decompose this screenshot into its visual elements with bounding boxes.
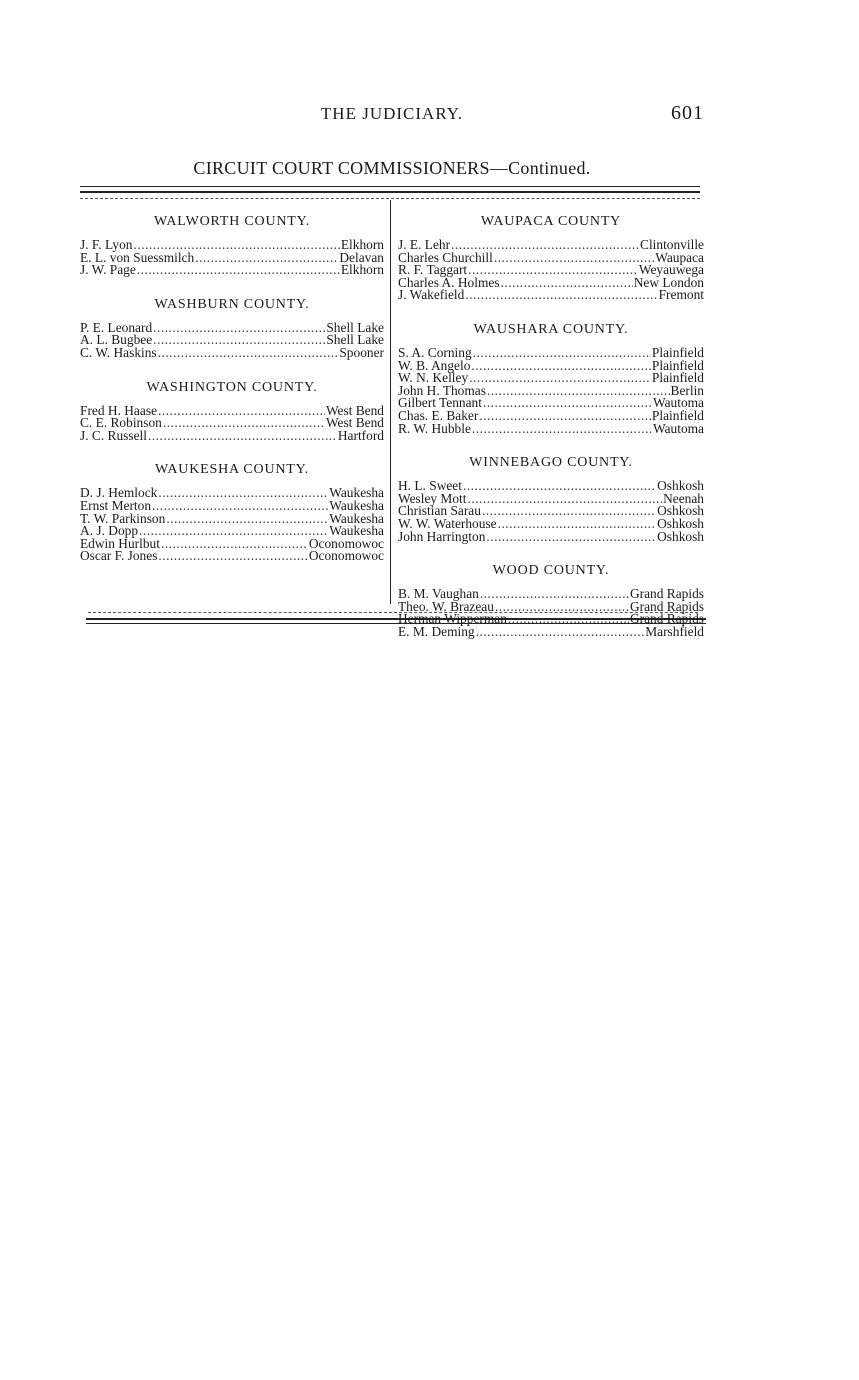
commissioner-place: Shell Lake [326,319,384,335]
running-title: THE JUDICIARY. [320,104,464,123]
county-block [398,455,704,543]
commissioner-place: Wautoma [653,420,704,436]
commissioner-entry [80,344,384,360]
dot-leader [483,397,652,410]
county-block [398,563,704,638]
section-title: CIRCUIT COURT COMMISSIONERS—Continued. [193,158,591,178]
commissioner-place: Plainfield [651,370,704,386]
dot-leader [479,410,651,423]
dot-leader [480,588,629,601]
commissioner-place: Marshfield [645,623,704,639]
dot-leader [152,500,328,513]
commissioner-name: B. M. Vaughan [398,586,479,602]
dot-leader [158,347,339,360]
commissioner-place: Wautoma [653,395,704,411]
commissioner-place: Waukesha [329,497,384,513]
county-heading: WINNEBAGO COUNTY. [469,455,633,471]
dot-leader [153,322,325,335]
commissioner-place: Weyauwega [638,262,704,278]
commissioner-place: Berlin [670,382,704,398]
county-heading: WASHINGTON COUNTY. [146,379,318,395]
commissioner-entry [80,550,384,563]
commissioner-name: A. J. Dopp [80,523,139,539]
commissioner-place: Plainfield [651,357,704,373]
dot-leader [482,505,656,518]
dot-leader [486,531,656,544]
commissioner-place: Oshkosh [657,515,704,531]
commissioner-name: A. L. Bugbee [80,332,153,348]
commissioner-name: Charles Churchill [398,249,493,265]
top-rule [80,186,700,187]
dot-leader [137,264,340,277]
commissioner-place: Grand Rapids [629,598,704,614]
commissioner-name: Ernst Merton [80,497,152,513]
dot-leader [476,626,645,639]
commissioner-place: Oconomowoc [308,548,384,564]
commissioner-name: C. W. Haskins [80,344,157,360]
dot-leader [472,423,652,436]
running-head [80,104,704,130]
dot-leader [158,405,325,418]
commissioner-name: P. E. Leonard [80,319,153,335]
dot-leader [467,493,662,506]
commissioner-place: Fremont [658,287,704,303]
county-block [398,322,704,435]
bottom-rule-double [86,623,706,624]
commissioner-name: W. N. Kelley [398,370,469,386]
commissioner-name: R. F. Taggart [398,262,468,278]
bottom-rule-dashed [88,612,698,613]
commissioner-name: J. C. Russell [80,427,147,443]
commissioner-name: W. B. Angelo [398,357,471,373]
commissioner-name: E. L. von Suessmilch [80,249,195,265]
commissioner-entry [398,623,704,639]
commissioner-place: Clintonville [640,237,704,252]
dot-leader [465,289,657,302]
dot-leader [469,372,651,385]
commissioner-name: J. W. Page [80,262,136,278]
commissioner-name: Theo. W. Brazeau [398,598,494,614]
commissioner-name: Edwin Hurlbut [80,535,160,551]
left-column [80,208,384,583]
dot-leader [487,385,670,398]
commissioner-name: D. J. Hemlock [80,485,158,501]
commissioner-name: J. E. Lehr [398,237,451,252]
commissioner-entry [398,420,704,436]
commissioner-place: Delavan [339,249,384,265]
county-heading: WASHBURN COUNTY. [154,296,310,312]
dot-leader [498,518,657,531]
dot-leader [195,252,338,265]
commissioner-place: Waukesha [329,510,384,526]
dot-leader [163,417,325,430]
commissioner-name: Wesley Mott [398,490,467,506]
commissioner-name: C. E. Robinson [80,415,162,431]
commissioner-entry [398,528,704,544]
commissioner-place: Plainfield [651,407,704,423]
page-number: 601 [671,102,704,124]
commissioner-place: Waukesha [329,523,384,539]
dot-leader [148,430,337,443]
county-heading: WAUSHARA COUNTY. [473,321,629,337]
dot-leader [139,525,328,538]
county-heading: WALWORTH COUNTY. [153,214,311,229]
dot-leader [473,347,651,360]
county-block [80,214,384,277]
commissioner-name: S. A. Corning [398,344,472,360]
commissioner-entry [80,264,384,277]
county-heading: WAUPACA COUNTY [480,214,622,229]
commissioner-place: Oconomowoc [308,535,384,551]
commissioner-name: J. Wakefield [398,287,465,303]
commissioner-entry [80,427,384,443]
right-column [398,208,704,658]
dot-leader [166,513,328,526]
commissioner-entry [398,289,704,302]
commissioner-place: Oshkosh [657,528,704,544]
commissioner-name: Fred H. Haase [80,402,157,418]
dot-leader [158,550,307,563]
commissioner-name: T. W. Parkinson [80,510,166,526]
commissioner-name: Charles A. Holmes [398,274,500,290]
county-block [80,462,384,563]
commissioner-place: Grand Rapids [629,586,704,602]
commissioner-place: Waupaca [655,249,704,265]
commissioner-name: John H. Thomas [398,382,486,398]
commissioner-name: Gilbert Tennant [398,395,482,411]
dot-leader [161,538,308,551]
top-rule-dashed [80,198,700,199]
commissioner-place: Grand Rapids [629,611,704,627]
commissioner-place: Neenah [663,490,704,506]
dot-leader [471,360,651,373]
commissioner-name: R. W. Hubble [398,420,471,436]
commissioner-name: Oscar F. Jones [80,548,158,564]
column-divider [390,200,391,604]
commissioner-place: Hartford [337,427,384,443]
commissioner-place: Shell Lake [326,332,384,348]
commissioner-place: New London [633,274,704,290]
bottom-rule [86,618,706,620]
commissioner-place: Oshkosh [657,503,704,519]
commissioner-name: Christian Sarau [398,503,481,519]
commissioner-place: Waukesha [329,485,384,501]
commissioner-name: John Harrington [398,528,486,544]
commissioner-name: W. W. Waterhouse [398,515,497,531]
commissioner-name: Herman Wipperman [398,611,507,627]
dot-leader [463,480,656,493]
commissioner-name: Chas. E. Baker [398,407,479,423]
commissioner-place: Elkhorn [340,262,384,278]
commissioner-place: Oshkosh [657,478,704,494]
commissioner-place: West Bend [325,415,384,431]
dot-leader [153,334,325,347]
county-block [80,297,384,360]
commissioner-name: J. F. Lyon [80,237,133,252]
county-block [398,214,704,302]
county-heading: WOOD COUNTY. [492,563,610,579]
commissioner-name: H. L. Sweet [398,478,462,494]
commissioner-place: West Bend [325,402,384,418]
commissioner-name: E. M. Deming [398,623,475,639]
dot-leader [158,487,328,500]
top-rule-double [80,191,700,193]
county-heading: WAUKESHA COUNTY. [154,462,310,478]
dot-leader [494,252,654,265]
commissioner-place: Spooner [339,344,384,360]
commissioner-place: Plainfield [651,344,704,360]
commissioner-place: Elkhorn [340,237,384,252]
county-block [80,380,384,443]
dot-leader [501,277,633,290]
